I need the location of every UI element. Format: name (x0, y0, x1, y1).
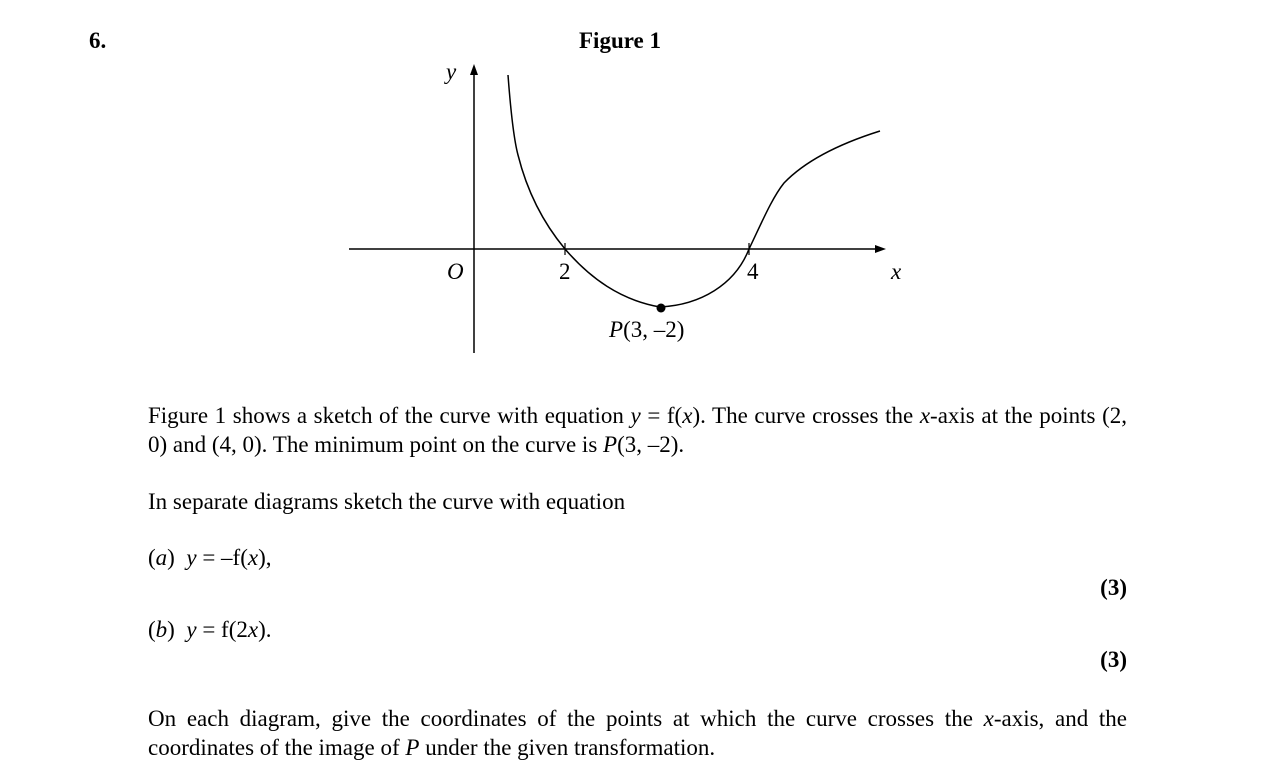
part-b-eq-mid: = f(2 (196, 617, 248, 642)
minimum-point-p (657, 304, 666, 313)
intro-var-x2: x (919, 403, 931, 428)
final-text-1: On each diagram, give the coordinates of the points at which the curve crosses the (148, 706, 984, 731)
intro-var-x: x (682, 403, 693, 428)
final-text-5: under the given transformation. (419, 735, 716, 760)
intro-text-5: ). The curve crosses the (692, 403, 920, 428)
part-b-open: ( (148, 617, 156, 642)
final-paragraph (148, 704, 1127, 762)
part-b-var-y: y (186, 617, 197, 642)
intro-var-p: P (603, 432, 618, 457)
final-var-p: P (405, 735, 420, 760)
x-axis-arrow (875, 245, 886, 253)
x-axis-label: x (891, 259, 902, 284)
question-number: 6. (89, 28, 107, 53)
part-b-close: ) (167, 617, 175, 642)
part-a (148, 545, 272, 571)
part-a-letter: a (155, 545, 168, 570)
part-b-letter: b (155, 617, 168, 642)
part-b-marks: (3) (1100, 647, 1127, 672)
origin-label: O (447, 259, 464, 284)
tick-label-4: 4 (747, 259, 759, 284)
figure-title: Figure 1 (579, 28, 661, 53)
instruction-text: In separate diagrams sketch the curve with equation (148, 489, 626, 514)
final-text-3: -axis, and the coordinates of the image of (148, 706, 1127, 760)
part-a-eq-mid: = –f( (196, 545, 248, 570)
intro-text-7: -axis at the points (2, 0) and (4, 0). The minimum point on the curve is (148, 403, 1128, 457)
part-b-eq-end: ). (258, 617, 272, 642)
y-axis-label: y (446, 59, 457, 84)
part-a-close: ) (167, 545, 175, 570)
figure-1-graph (0, 0, 1275, 380)
part-b (148, 617, 272, 643)
part-a-var-x: x (247, 545, 259, 570)
intro-text-3: = f( (640, 403, 683, 428)
y-axis-arrow (470, 64, 478, 75)
part-a-eq-end: ), (258, 545, 272, 570)
final-var-x: x (983, 706, 994, 731)
intro-var-y: y (630, 403, 641, 428)
intro-paragraph (148, 401, 1127, 459)
part-b-var-x: x (247, 617, 259, 642)
intro-text-1: Figure 1 shows a sketch of the curve with equation (148, 403, 631, 428)
point-p-letter: P (609, 317, 624, 342)
part-a-open: ( (148, 545, 156, 570)
part-a-marks: (3) (1100, 575, 1127, 600)
point-p-coords: (3, –2) (623, 317, 685, 342)
part-a-var-y: y (186, 545, 197, 570)
point-p-label (608, 317, 684, 342)
tick-label-2: 2 (559, 259, 571, 284)
intro-text-9: (3, –2). (617, 432, 685, 457)
